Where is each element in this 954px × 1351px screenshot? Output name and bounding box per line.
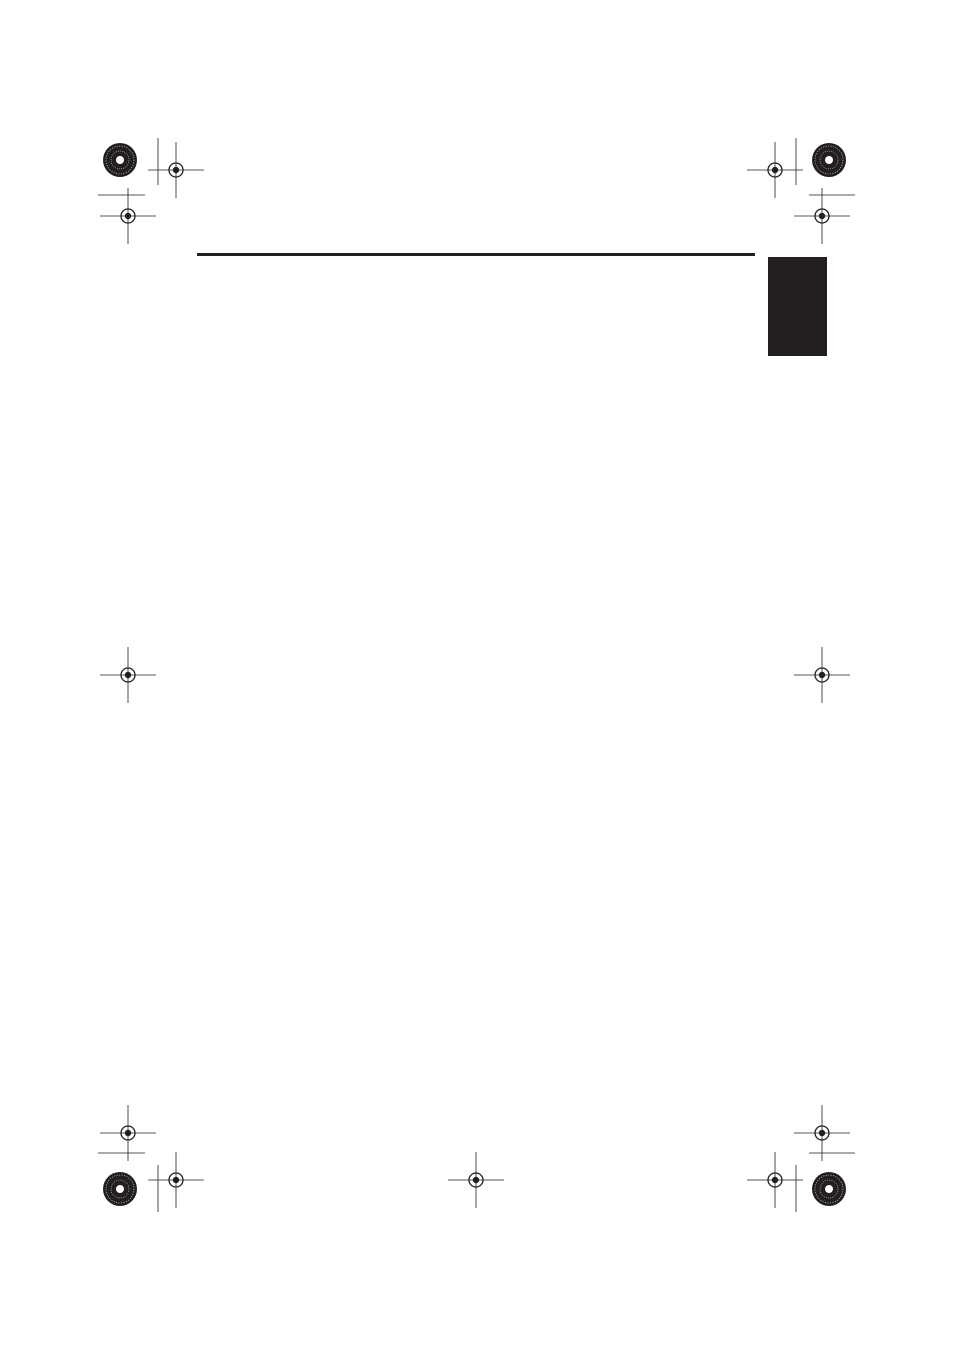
title-rule <box>197 253 755 256</box>
language-tab <box>768 257 827 356</box>
